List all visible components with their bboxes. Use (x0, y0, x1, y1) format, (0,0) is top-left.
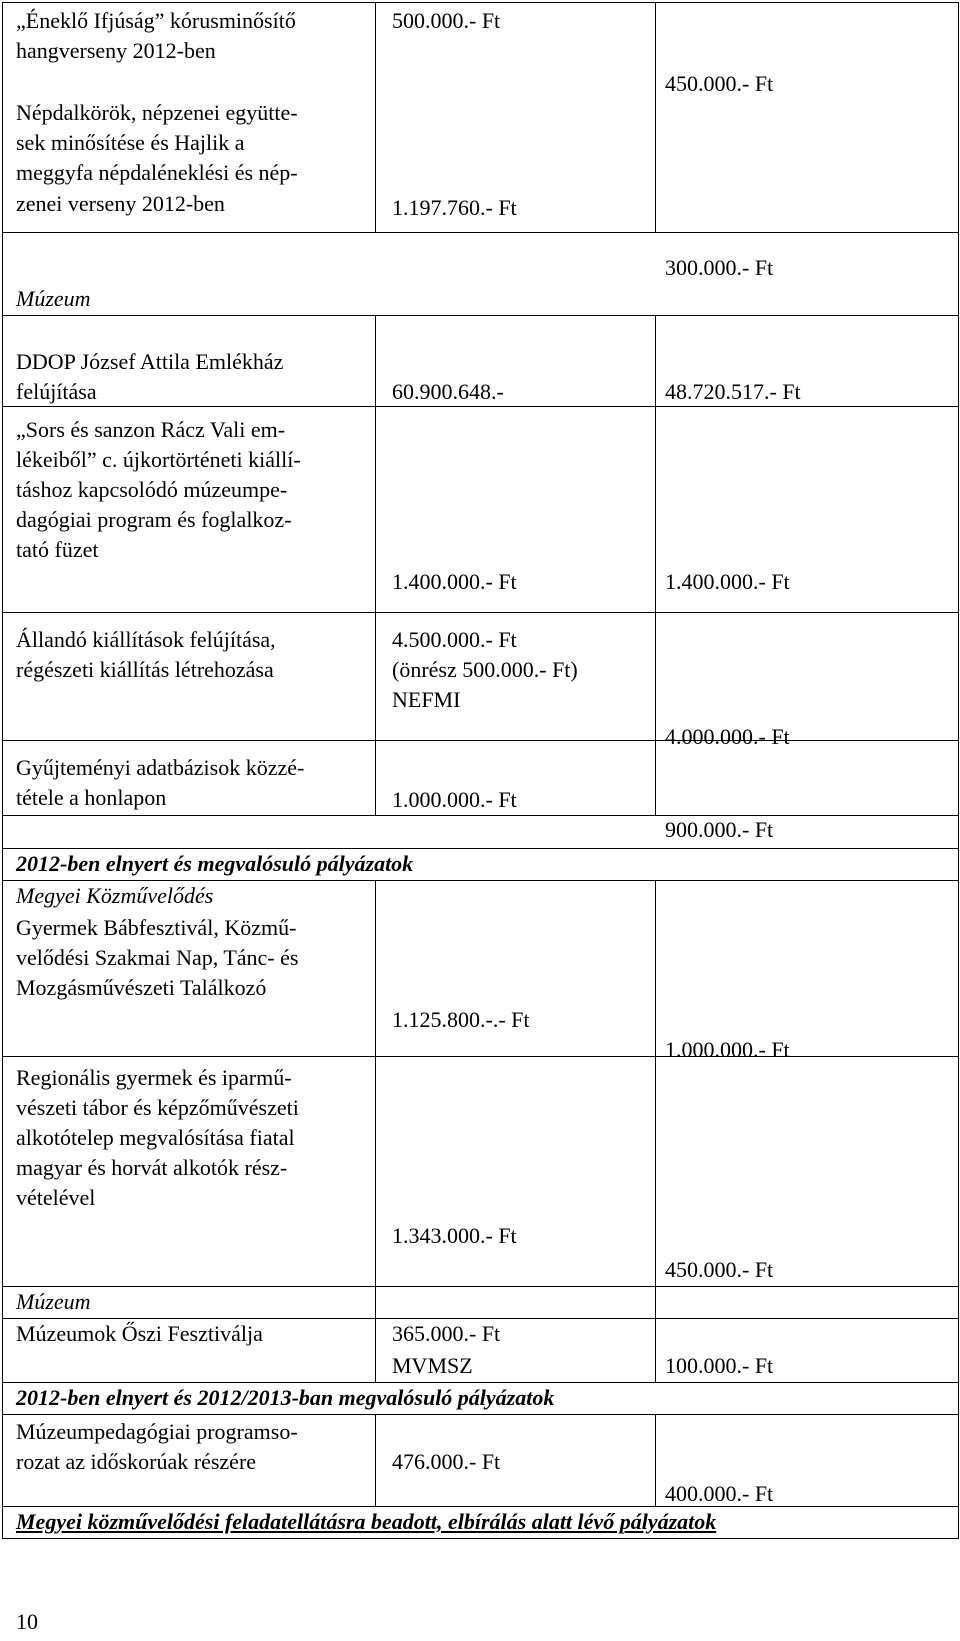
row-title-line: sek minősítése és Hajlik a (16, 130, 245, 155)
row-amount-note: (önrész 500.000.- Ft) (392, 657, 578, 682)
row-title-line: Gyermek Bábfesztivál, Közmű- (16, 915, 297, 940)
table1-bottom-border (2, 815, 959, 816)
row-title-line: Múzeumpedagógiai programso- (16, 1419, 298, 1444)
section-heading: Megyei közművelődési feladatellátásra beadott, elbírálás alatt lévő pályázatok (16, 1509, 717, 1534)
section-subheading: Megyei Közművelődés (16, 883, 214, 908)
row-title-line: velődési Szakmai Nap, Tánc- és (16, 945, 299, 970)
table2-col1-divider-bottom (375, 1414, 376, 1506)
table2-row-divider (2, 1318, 959, 1319)
row-title-line: Regionális gyermek és iparmű- (16, 1065, 292, 1090)
row-title-line: Gyűjteményi adatbázisok közzé- (16, 755, 305, 780)
section-subheading: Múzeum (16, 1289, 91, 1314)
row-granted: 1.000.000.- Ft (665, 1037, 790, 1062)
row-title-line: vételével (16, 1185, 96, 1210)
row-title-line: „Éneklő Ifjúság” kórusminősítő (16, 8, 296, 33)
row-granted: 400.000.- Ft (665, 1481, 774, 1506)
row-amount-source: NEFMI (392, 687, 461, 712)
row-title-line: vészeti tábor és képzőművészeti (16, 1095, 299, 1120)
row-amount: 4.500.000.- Ft (392, 627, 517, 652)
row-granted: 100.000.- Ft (665, 1353, 774, 1378)
row-amount: 1.000.000.- Ft (392, 787, 517, 812)
row-title-line: régészeti kiállítás létrehozása (16, 657, 274, 682)
row-granted: 4.000.000.- Ft (665, 724, 790, 749)
row-title-line: lékeiből” c. újkortörténeti kiállí- (16, 447, 301, 472)
row-title-line: meggyfa népdaléneklési és nép- (16, 160, 298, 185)
row-amount: 476.000.- Ft (392, 1449, 501, 1474)
row-title-line: Múzeumok Őszi Fesztiválja (16, 1321, 263, 1346)
row-title-line: alkotótelep megvalósítása fiatal (16, 1125, 295, 1150)
table1-row-divider (2, 740, 959, 741)
row-amount: 60.900.648.- (392, 379, 504, 404)
table1-left-border (2, 2, 3, 815)
row-title-line: táshoz kapcsolódó múzeumpe- (16, 477, 288, 502)
table2-row-divider (2, 1382, 959, 1383)
row-amount: 1.125.800.-.- Ft (392, 1007, 530, 1032)
table1-right-border (958, 2, 959, 815)
table1-row-divider (2, 406, 959, 407)
row-title-line: Népdalkörök, népzenei együtte- (16, 100, 298, 125)
row-amount: 500.000.- Ft (392, 8, 501, 33)
page-number: 10 (16, 1609, 38, 1634)
table2-row-divider (2, 880, 959, 881)
row-amount: 1.343.000.- Ft (392, 1223, 517, 1248)
table1-row-divider (2, 612, 959, 613)
table2-row-divider (2, 1056, 959, 1057)
table2-col2-divider (655, 880, 656, 1382)
row-granted: 450.000.- Ft (665, 1257, 774, 1282)
row-granted: 48.720.517.- Ft (665, 379, 801, 404)
table1-top-border (2, 2, 959, 3)
table1-row-divider (2, 315, 959, 316)
row-title-line: „Sors és sanzon Rácz Vali em- (16, 417, 286, 442)
row-title-line: magyar és horvát alkotók rész- (16, 1155, 288, 1180)
table2-row-divider (2, 1286, 959, 1287)
table2-bottom-border (2, 1538, 959, 1539)
museum-heading: Múzeum (16, 286, 91, 311)
table2-row-divider (2, 1506, 959, 1507)
table2-row-divider (2, 848, 959, 849)
table1-col2-divider-top (655, 2, 656, 232)
table2-row-divider (2, 1414, 959, 1415)
row-title-line: tató füzet (16, 537, 99, 562)
row-title-line: tétele a honlapon (16, 785, 167, 810)
table2-left-border (2, 815, 3, 1538)
table2-col2-divider-bottom (655, 1414, 656, 1506)
row-title-line: zenei verseny 2012-ben (16, 191, 225, 216)
row-title-line: felújítása (16, 379, 97, 404)
section-heading: 2012-ben elnyert és megvalósuló pályázatok (16, 851, 414, 876)
table1-row-divider (2, 232, 959, 233)
row-amount: 365.000.- Ft (392, 1321, 501, 1346)
row-granted: 300.000.- Ft (665, 255, 774, 280)
row-amount-source: MVMSZ (392, 1353, 473, 1378)
table1-col1-divider-top (375, 2, 376, 232)
row-amount: 1.197.760.- Ft (392, 195, 517, 220)
row-granted: 900.000.- Ft (665, 817, 774, 842)
table2-right-border (958, 815, 959, 1538)
row-title-line: rozat az időskorúak részére (16, 1449, 257, 1474)
row-granted: 450.000.- Ft (665, 71, 774, 96)
row-title-line: dagógiai program és foglalkoz- (16, 507, 292, 532)
row-title-line: hangverseny 2012-ben (16, 38, 216, 63)
row-title-line: DDOP József Attila Emlékház (16, 349, 284, 374)
row-granted: 1.400.000.- Ft (665, 569, 790, 594)
row-title-line: Mozgásművészeti Találkozó (16, 975, 267, 1000)
section-heading: 2012-ben elnyert és 2012/2013-ban megvalósuló pályázatok (16, 1385, 555, 1410)
row-title-line: Állandó kiállítások felújítása, (16, 627, 276, 652)
table2-col1-divider (375, 880, 376, 1382)
row-amount: 1.400.000.- Ft (392, 569, 517, 594)
